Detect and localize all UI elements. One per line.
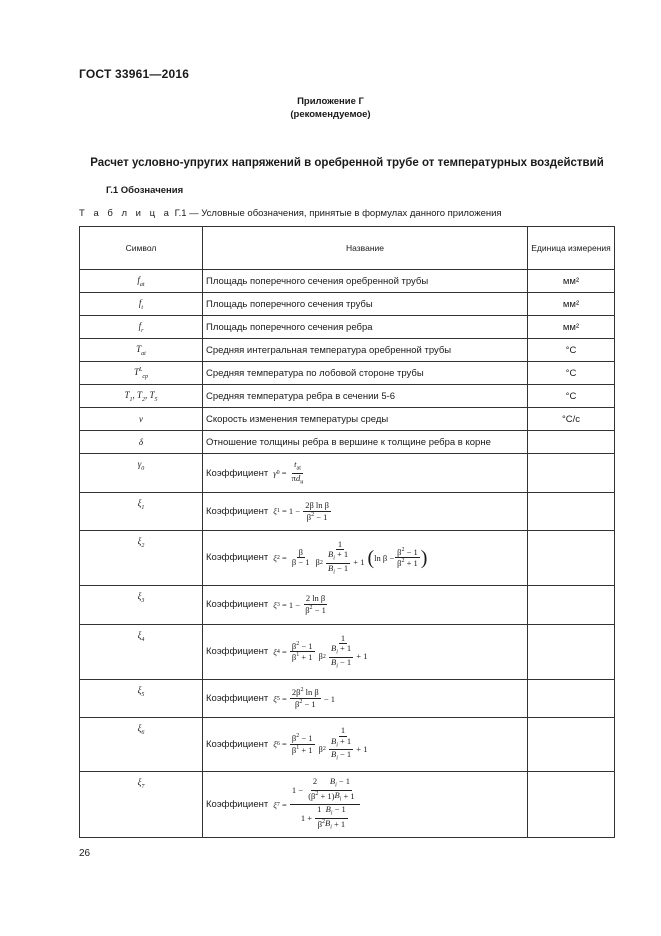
unit-cell — [528, 454, 615, 493]
unit-cell — [528, 625, 615, 680]
formula: γ 0 = $t_{at}$ $\pi d_н$ — [273, 458, 304, 486]
table-row — [80, 680, 615, 718]
formula-cell — [203, 531, 528, 586]
formula-cell — [203, 680, 528, 718]
symbol-cell: $\xi_5$ — [80, 680, 203, 718]
table-header-row — [80, 227, 615, 270]
table-row — [80, 408, 615, 431]
unit-cell — [528, 718, 615, 772]
unit-cell — [528, 493, 615, 531]
unit-cell — [528, 586, 615, 625]
unit-cell: мм² — [528, 316, 615, 339]
document-header: ГОСТ 33961—2016 — [79, 67, 190, 81]
symbol-cell: $T_{at}$ — [80, 339, 203, 362]
formula-cell — [203, 718, 528, 772]
section-heading: Г.1 Обозначения — [106, 185, 184, 196]
symbol-cell: $\xi_1$ — [80, 493, 203, 531]
symbol-cell: v — [80, 408, 203, 431]
table-row — [80, 431, 615, 454]
name-cell: Площадь поперечного сечения оребренной трубы — [203, 270, 528, 293]
unit-cell: мм² — [528, 270, 615, 293]
coef-label: Коэффициент — [206, 646, 269, 658]
table-row — [80, 270, 615, 293]
table-row — [80, 454, 615, 493]
name-cell: Средняя интегральная температура оребренной трубы — [203, 339, 528, 362]
formula: ξ 2 = β β − 1 1 β 2 $B_i + 1$ $B_i - 1$ + 1 ( ln β − $\beta^2 - 1$ $\beta^2 + 1$ ) — [273, 538, 428, 576]
symbol-cell: $\xi_3$ — [80, 586, 203, 625]
unit-cell: °C/c — [528, 408, 615, 431]
header-symbol: Символ — [80, 227, 203, 270]
symbol-cell: $\xi_6$ — [80, 718, 203, 772]
table-row — [80, 531, 615, 586]
header-unit: Единица измерения — [528, 227, 615, 270]
unit-cell: мм² — [528, 293, 615, 316]
symbol-cell: $f_r$ — [80, 316, 203, 339]
symbol-cell: $\gamma_0$ — [80, 454, 203, 493]
formula-cell — [203, 493, 528, 531]
unit-cell: °C — [528, 362, 615, 385]
name-cell: Средняя температура по лобовой стороне трубы — [203, 362, 528, 385]
table-row — [80, 362, 615, 385]
coef-label: Коэффициент — [206, 467, 269, 479]
formula-cell — [203, 586, 528, 625]
unit-cell — [528, 772, 615, 838]
coef-label: Коэффициент — [206, 599, 269, 611]
document-title: Расчет условно-упругих напряжений в оребренной трубе от температурных воздействий — [90, 157, 604, 169]
name-cell: Площадь поперечного сечения трубы — [203, 293, 528, 316]
table-row — [80, 586, 615, 625]
name-cell: Отношение толщины ребра в вершине к толщине ребра в корне — [203, 431, 528, 454]
symbol-cell: δ — [80, 431, 203, 454]
formula: ξ 6 = $\beta^2 - 1$ $\beta^1 + 1$ 1 β 2 $B_i + 1$ $B_i - 1$ + 1 — [273, 725, 368, 763]
symbol-cell: $T^L_{cp}$ — [80, 362, 203, 385]
formula-cell — [203, 772, 528, 838]
caption-prefix: Т а б л и ц а — [79, 208, 172, 219]
appendix-title: Приложение Г — [297, 96, 364, 107]
symbol-cell: $\xi_4$ — [80, 625, 203, 680]
table-row — [80, 625, 615, 680]
symbol-cell: $f_t$ — [80, 293, 203, 316]
unit-cell: °C — [528, 385, 615, 408]
page-number: 26 — [79, 848, 91, 859]
table-row — [80, 339, 615, 362]
table-row — [80, 385, 615, 408]
appendix-subtitle: (рекомендуемое) — [290, 109, 371, 120]
symbol-cell: $\xi_7$ — [80, 772, 203, 838]
unit-cell — [528, 680, 615, 718]
table-row — [80, 772, 615, 838]
symbol-cell: $T_1$, $T_2$, $T_5$ — [80, 385, 203, 408]
coef-label: Коэффициент — [206, 799, 269, 810]
formula-cell — [203, 454, 528, 493]
coef-label: Коэффициент — [206, 505, 269, 517]
caption-text: Г.1 — Условные обозначения, принятые в формулах данного приложения — [171, 208, 502, 219]
unit-cell — [528, 531, 615, 586]
name-cell: Скорость изменения температуры среды — [203, 408, 528, 431]
formula: ξ 7 = 1 − 2 $B_i - 1$ $(\beta^2 + 1)B_i + 1$ 1 + 1 $B_i - 1$ $\beta^2B_i + 1$ — [273, 777, 360, 832]
symbol-cell: $f_{at}$ — [80, 270, 203, 293]
table-row — [80, 718, 615, 772]
unit-cell: °C — [528, 339, 615, 362]
notation-table — [79, 226, 615, 838]
header-name: Название — [203, 227, 528, 270]
coef-label: Коэффициент — [206, 552, 269, 564]
coef-label: Коэффициент — [206, 738, 269, 750]
formula-cell — [203, 625, 528, 680]
unit-cell — [528, 431, 615, 454]
coef-label: Коэффициент — [206, 693, 269, 704]
table-row — [80, 493, 615, 531]
symbol-cell: $\xi_2$ — [80, 531, 203, 586]
name-cell: Средняя температура ребра в сечении 5-6 — [203, 385, 528, 408]
table-row — [80, 316, 615, 339]
table-caption — [79, 208, 502, 219]
formula: ξ 5 = $2\beta^2$ ln β $\beta^2 - 1$ − 1 — [273, 687, 335, 709]
name-cell: Площадь поперечного сечения ребра — [203, 316, 528, 339]
formula: ξ 4 = $\beta^2 - 1$ $\beta^1 + 1$ 1 β 2 $B_i + 1$ $B_i - 1$ + 1 — [273, 632, 368, 670]
table-row — [80, 293, 615, 316]
formula: ξ 3 = 1 − 2 ln β $\beta^2 - 1$ — [273, 593, 326, 615]
formula: ξ 1 = 1 − 2β ln β $\beta^2 - 1$ — [273, 499, 329, 522]
